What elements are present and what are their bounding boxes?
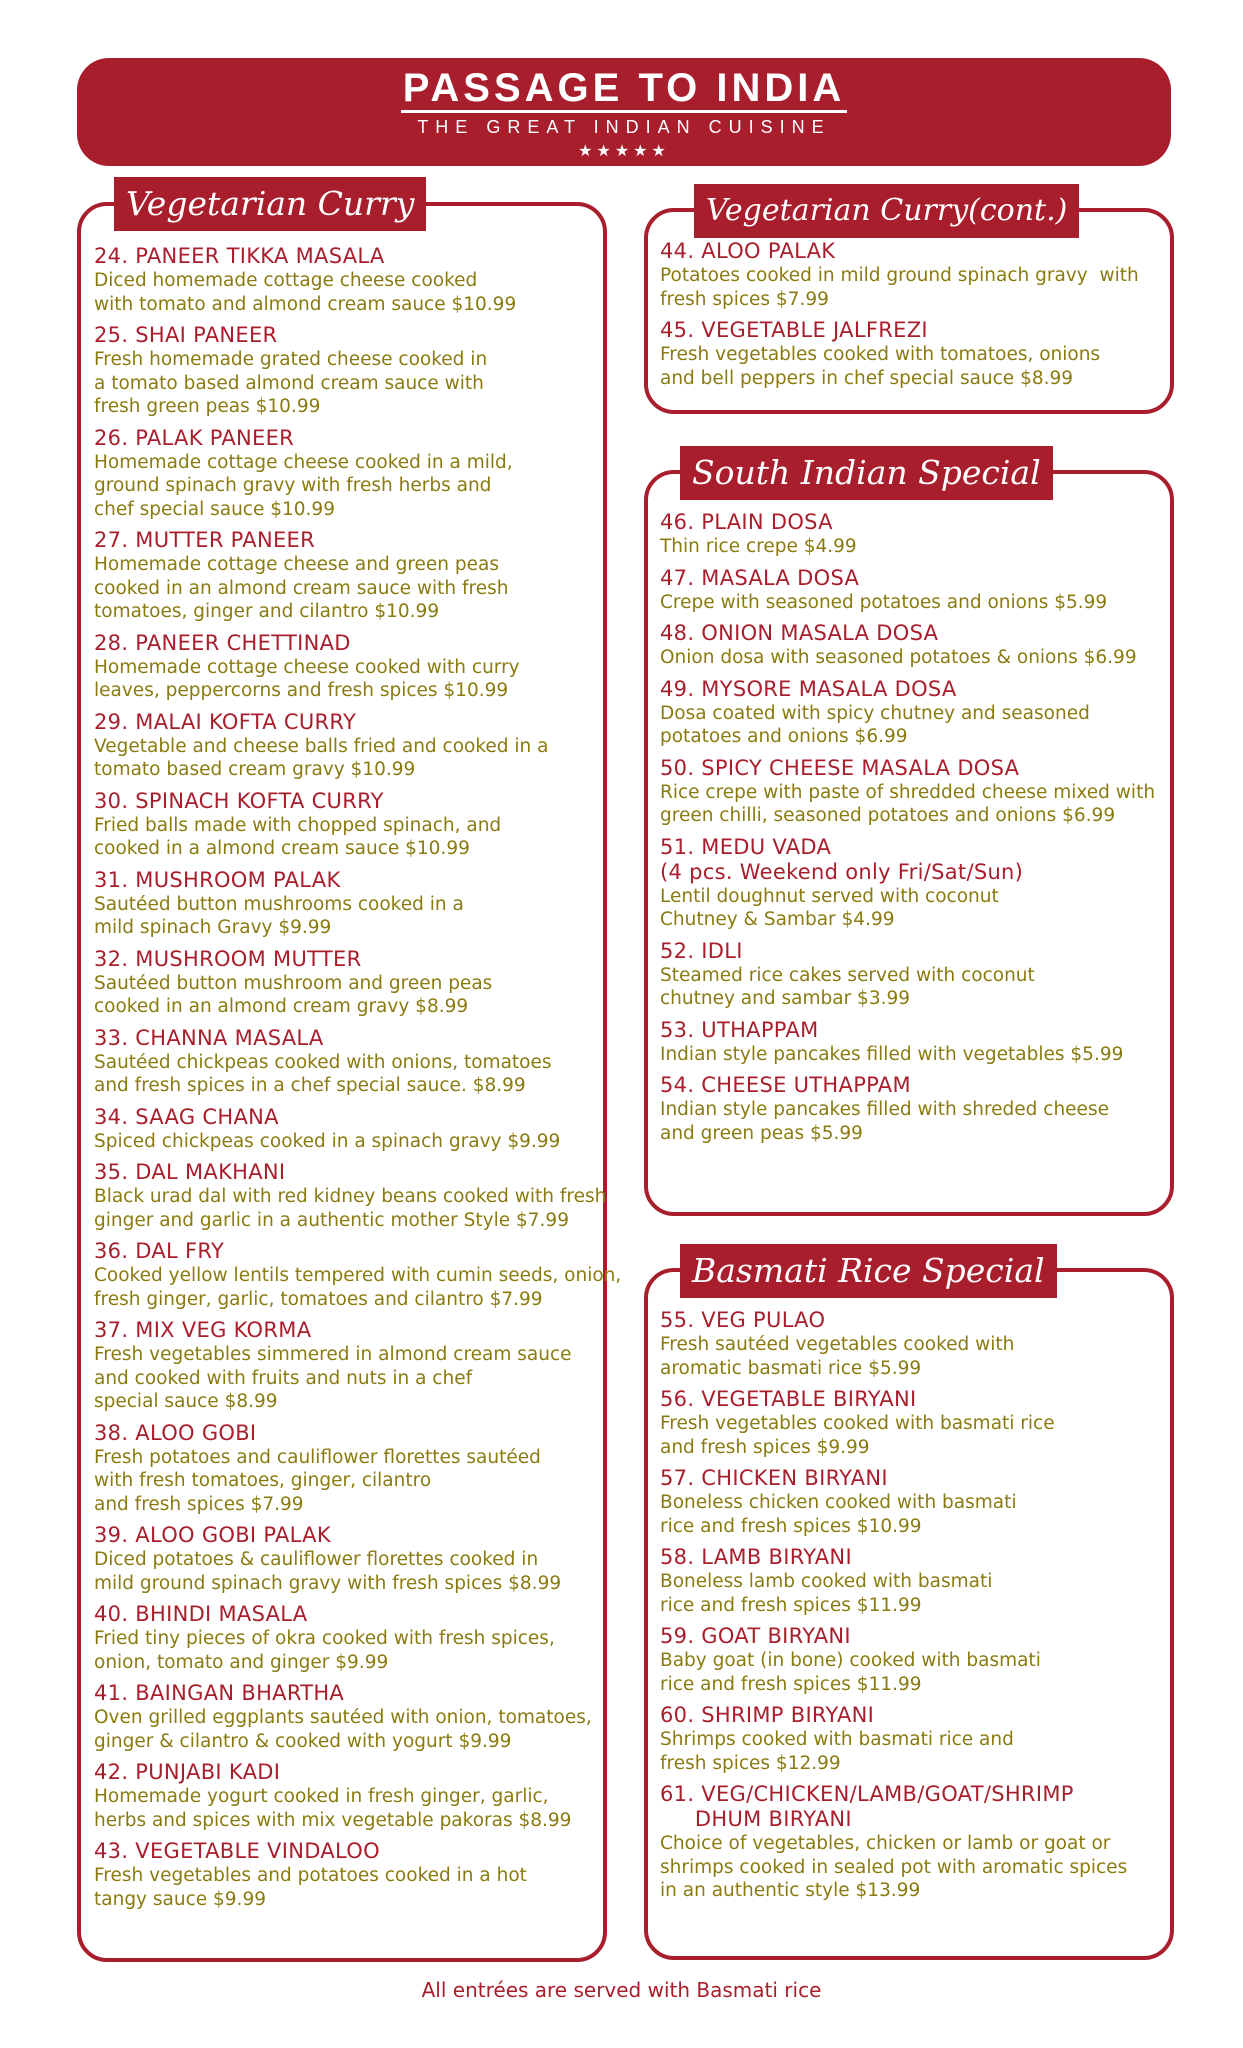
item-name: 45. VEGETABLE JALFREZI — [660, 318, 928, 342]
item-description: Spiced chickpeas cooked in a spinach gravy $9.99 — [94, 1130, 561, 1152]
menu-item — [660, 1018, 1165, 1067]
item-name: 47. MASALA DOSA — [660, 565, 860, 590]
item-description: Indian style pancakes filled with vegetables $5.99 — [660, 1043, 1124, 1065]
item-name: 41. BAINGAN BHARTHA — [94, 1681, 345, 1705]
item-name: 49. MYSORE MASALA DOSA — [660, 676, 957, 701]
item-name: 35. DAL MAKHANI — [94, 1160, 286, 1184]
menu-item — [94, 789, 604, 861]
menu-item — [660, 1782, 1165, 1903]
item-description: Boneless chicken cooked with basmati rice and fresh spices $10.99 — [660, 1492, 1017, 1537]
menu-item — [660, 510, 1165, 559]
menu-item — [94, 631, 604, 703]
menu-item — [94, 1839, 604, 1911]
menu-item — [94, 1760, 604, 1832]
item-description: Homemade cottage cheese and green peas cooked in an almond cream sauce with fresh tomatoes, ginger and cilantro $10.99 — [94, 554, 509, 622]
item-description: Fresh vegetables cooked with tomatoes, onions and bell peppers in chef special sauce $8.99 — [660, 344, 1101, 389]
item-name: 30. SPINACH KOFTA CURRY — [94, 788, 384, 813]
item-description: Black urad dal with red kidney beans cooked with fresh ginger and garlic in a authentic mother Style $7.99 — [94, 1186, 607, 1231]
restaurant-subtitle: THE GREAT INDIAN CUISINE — [417, 117, 831, 137]
item-description: Thin rice crepe $4.99 — [660, 536, 857, 557]
item-name: 34. SAAG CHANA — [94, 1104, 279, 1129]
item-name: 42. PUNJABI KADI — [94, 1760, 281, 1784]
menu-item — [660, 239, 1165, 311]
restaurant-header — [77, 58, 1171, 166]
item-name: 38. ALOO GOBI — [94, 1420, 257, 1445]
item-description: Indian style pancakes filled with shreded cheese and green peas $5.99 — [660, 1099, 1109, 1144]
item-name: 50. SPICY CHEESE MASALA DOSA — [660, 755, 1020, 780]
item-description: Diced potatoes & cauliflower florettes cooked in mild ground spinach gravy with fresh spices $8.99 — [94, 1549, 562, 1594]
item-description: Fresh vegetables cooked with basmati rice and fresh spices $9.99 — [660, 1413, 1055, 1458]
menu-item — [94, 1421, 604, 1517]
menu-item — [660, 756, 1165, 828]
menu-item — [94, 1523, 604, 1595]
section-title: Vegetarian Curry(cont.) — [694, 184, 1079, 238]
section-title: South Indian Special — [680, 446, 1053, 500]
section-title: Basmati Rice Special — [680, 1244, 1057, 1298]
menu-item — [94, 1239, 622, 1311]
item-description: Sautéed chickpeas cooked with onions, tomatoes and fresh spices in a chef special sauce. $8.99 — [94, 1051, 552, 1096]
item-list — [660, 1308, 1165, 1910]
item-description: Cooked yellow lentils tempered with cumin seeds, onion, fresh ginger, garlic, tomatoes and cilantro $7.99 — [94, 1265, 622, 1310]
menu-item — [94, 528, 604, 624]
item-name: 52. IDLI — [660, 938, 743, 963]
item-description: Vegetable and cheese balls fried and cooked in a tomato based cream gravy $10.99 — [94, 735, 549, 780]
menu-item — [94, 1160, 607, 1232]
item-name: 46. PLAIN DOSA — [660, 510, 833, 534]
item-name: 28. PANEER CHETTINAD — [94, 630, 351, 655]
item-description: Fresh vegetables and potatoes cooked in a hot tangy sauce $9.99 — [94, 1865, 527, 1910]
item-name: 54. CHEESE UTHAPPAM — [660, 1073, 911, 1097]
item-description: Boneless lamb cooked with basmati rice and fresh spices $11.99 — [660, 1571, 993, 1616]
item-description: Fresh potatoes and cauliflower florettes sautéed with fresh tomatoes, ginger, cilantro and fresh spices $7.99 — [94, 1446, 541, 1515]
menu-item — [94, 1681, 604, 1753]
item-name: 31. MUSHROOM PALAK — [94, 867, 341, 892]
item-description: Crepe with seasoned potatoes and onions $5.99 — [660, 591, 1108, 613]
item-name: 40. BHINDI MASALA — [94, 1602, 308, 1626]
menu-item — [94, 323, 604, 419]
item-name: 43. VEGETABLE VINDALOO — [94, 1839, 380, 1863]
menu-item — [94, 1318, 604, 1414]
menu-item — [660, 1545, 1165, 1617]
item-description: Oven grilled eggplants sautéed with onion, tomatoes, ginger & cilantro & cooked with yogurt $9.99 — [94, 1707, 592, 1752]
item-name: 61. VEG/CHICKEN/LAMB/GOAT/SHRIMP DHUM BIRYANI — [660, 1782, 1074, 1831]
item-name: 44. ALOO PALAK — [660, 239, 836, 263]
item-description: Steamed rice cakes served with coconut chutney and sambar $3.99 — [660, 964, 1035, 1009]
item-description: Shrimps cooked with basmati rice and fresh spices $12.99 — [660, 1729, 1014, 1774]
section-title: Vegetarian Curry — [114, 177, 426, 231]
menu-item — [94, 868, 604, 940]
item-description: Potatoes cooked in mild ground spinach gravy with fresh spices $7.99 — [660, 265, 1139, 310]
item-name: 48. ONION MASALA DOSA — [660, 621, 939, 645]
item-description: Homemade yogurt cooked in fresh ginger, garlic, herbs and spices with mix vegetable pakoras $8.99 — [94, 1786, 572, 1831]
item-description: Rice crepe with paste of shredded cheese mixed with green chilli, seasoned potatoes and onions $6.99 — [660, 781, 1156, 826]
item-description: Sautéed button mushrooms cooked in a mild spinach Gravy $9.99 — [94, 893, 464, 938]
item-description: Diced homemade cottage cheese cooked with tomato and almond cream sauce $10.99 — [94, 270, 517, 315]
item-name: 33. CHANNA MASALA — [94, 1025, 324, 1050]
menu-item — [660, 1466, 1165, 1538]
menu-item — [660, 1703, 1165, 1775]
menu-item — [94, 710, 604, 782]
menu-item — [660, 835, 1165, 932]
item-name: 60. SHRIMP BIRYANI — [660, 1703, 875, 1727]
item-description: Baby goat (in bone) cooked with basmati rice and fresh spices $11.99 — [660, 1650, 1041, 1695]
item-name: 59. GOAT BIRYANI — [660, 1624, 851, 1648]
menu-item — [94, 947, 604, 1019]
item-description: Dosa coated with spicy chutney and seasoned potatoes and onions $6.99 — [660, 702, 1090, 747]
item-description: Fried tiny pieces of okra cooked with fresh spices, onion, tomato and ginger $9.99 — [94, 1628, 555, 1673]
item-name: 58. LAMB BIRYANI — [660, 1545, 852, 1569]
item-name: 25. SHAI PANEER — [94, 323, 278, 347]
footer-note: All entrées are served with Basmati rice — [421, 1978, 822, 2002]
item-name: 56. VEGETABLE BIRYANI — [660, 1387, 917, 1411]
item-list — [660, 510, 1165, 1152]
item-name: 26. PALAK PANEER — [94, 425, 295, 450]
menu-item — [660, 318, 1165, 390]
item-description: Homemade cottage cheese cooked in a mild, ground spinach gravy with fresh herbs and chef special sauce $10.99 — [94, 451, 513, 520]
item-description: Fried balls made with chopped spinach, and cooked in a almond cream sauce $10.99 — [94, 814, 502, 859]
menu-item — [94, 1602, 604, 1674]
item-name: 32. MUSHROOM MUTTER — [94, 946, 362, 971]
restaurant-title: PASSAGE TO INDIA — [77, 64, 1171, 112]
item-description: Lentil doughnut served with coconut Chutney & Sambar $4.99 — [660, 885, 999, 930]
item-description: Fresh vegetables simmered in almond cream sauce and cooked with fruits and nuts in a chef special sauce $8.99 — [94, 1344, 572, 1412]
item-name: 53. UTHAPPAM — [660, 1017, 819, 1042]
item-description: Onion dosa with seasoned potatoes & onions $6.99 — [660, 647, 1137, 668]
rating-stars: ★★★★★ — [578, 141, 670, 160]
menu-item — [660, 1624, 1165, 1696]
item-name: 29. MALAI KOFTA CURRY — [94, 709, 357, 734]
item-description: Fresh sautéed vegetables cooked with aromatic basmati rice $5.99 — [660, 1334, 1015, 1379]
item-name: 55. VEG PULAO — [660, 1308, 826, 1332]
menu-item — [660, 939, 1165, 1011]
item-name: 24. PANEER TIKKA MASALA — [94, 244, 385, 268]
item-list — [660, 239, 1165, 397]
item-name: 39. ALOO GOBI PALAK — [94, 1523, 331, 1547]
menu-item — [660, 1308, 1165, 1380]
item-description: Choice of vegetables, chicken or lamb or goat or shrimps cooked in sealed pot with aromatic spices in an authentic style $13.99 — [660, 1833, 1128, 1901]
menu-item — [660, 677, 1165, 749]
menu-item — [94, 1105, 604, 1154]
menu-item — [660, 1073, 1165, 1145]
menu-item — [94, 426, 604, 522]
item-list — [94, 244, 622, 1918]
item-name: 51. MEDU VADA (4 pcs. Weekend only Fri/Sat/Sun) — [660, 834, 1024, 884]
menu-item — [660, 1387, 1165, 1459]
menu-item — [94, 1026, 604, 1098]
item-name: 36. DAL FRY — [94, 1239, 225, 1263]
item-description: Fresh homemade grated cheese cooked in a tomato based almond cream sauce with fresh green peas $10.99 — [94, 349, 488, 417]
item-name: 27. MUTTER PANEER — [94, 528, 316, 552]
menu-item — [660, 621, 1165, 670]
item-name: 57. CHICKEN BIRYANI — [660, 1466, 888, 1490]
menu-item — [94, 244, 604, 316]
item-description: Sautéed button mushroom and green peas cooked in an almond cream gravy $8.99 — [94, 972, 493, 1017]
item-name: 37. MIX VEG KORMA — [94, 1318, 312, 1342]
item-description: Homemade cottage cheese cooked with curry leaves, peppercorns and fresh spices $10.99 — [94, 656, 520, 701]
menu-item — [660, 566, 1165, 615]
